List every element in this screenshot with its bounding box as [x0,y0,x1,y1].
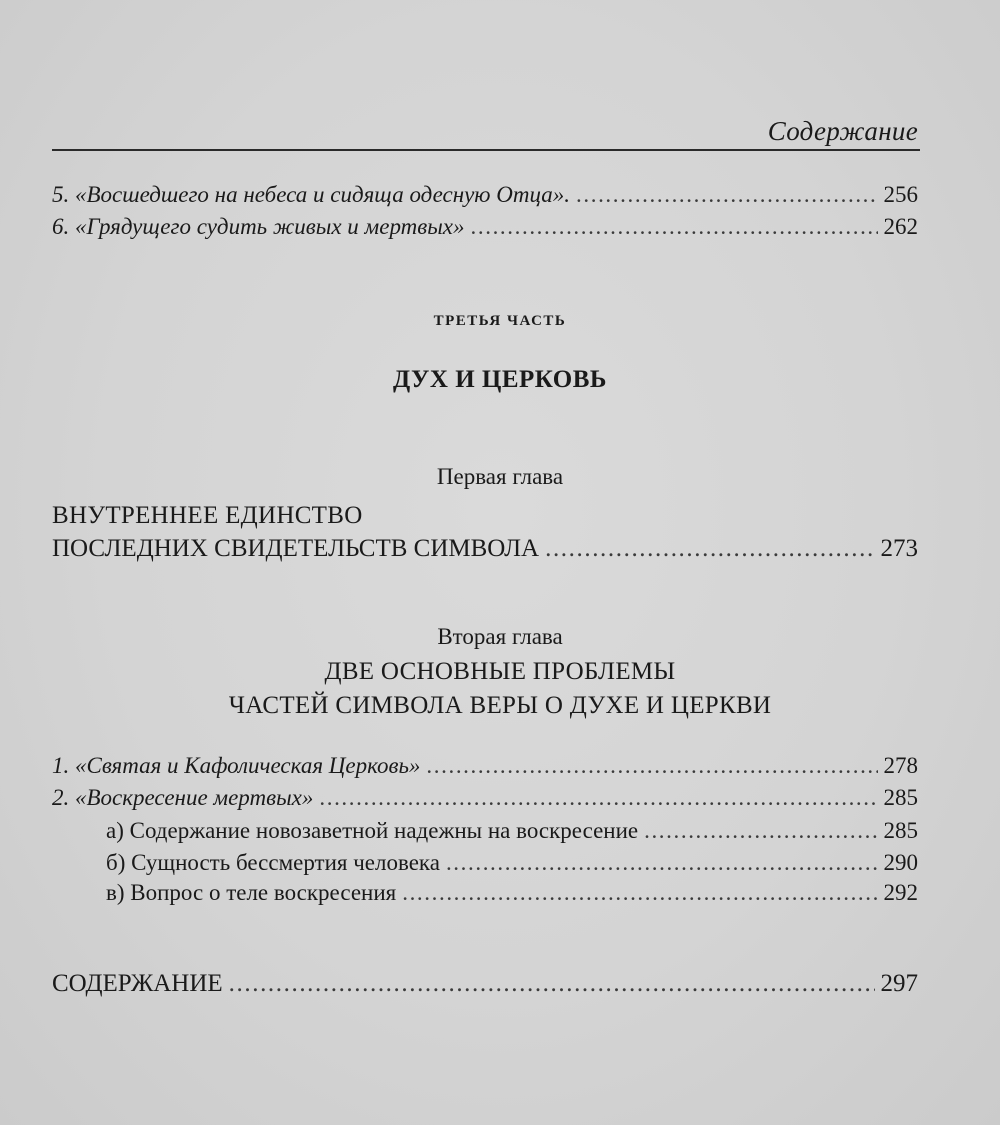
dot-leader [644,816,877,846]
toc-entry-label: ПОСЛЕДНИХ СВИДЕТЕЛЬСТВ СИМВОЛА [52,535,540,562]
toc-entry[interactable] [52,212,918,242]
toc-entry-label: б) Сущность бессмертия человека [106,850,440,875]
toc-page-number: 292 [883,880,918,905]
toc-entry[interactable] [52,533,918,565]
toc-page-number: 297 [880,970,918,997]
toc-page-number: 278 [883,753,918,778]
chapter-title-line: ДВЕ ОСНОВНЫЕ ПРОБЛЕМЫ [324,658,676,685]
part-title: ДУХ И ЦЕРКОВЬ [393,366,607,393]
chapter-title-line: ЧАСТЕЙ СИМВОЛА ВЕРЫ О ДУХЕ И ЦЕРКВИ [228,692,772,719]
toc-entry[interactable] [52,180,918,210]
toc-entry-label: 1. «Святая и Кафолическая Церковь» [52,753,421,778]
toc-page-number: 256 [883,182,918,207]
toc-entry[interactable] [52,751,918,781]
chapter-title-line: ВНУТРЕННЕЕ ЕДИНСТВО [52,502,363,529]
toc-page-number: 285 [883,785,918,810]
toc-entry[interactable] [52,783,918,813]
toc-subentry[interactable] [106,816,918,846]
toc-page-number: 262 [883,214,918,239]
chapter-label: Вторая глава [437,624,563,649]
toc-page-number: 290 [883,850,918,875]
toc-entry-label: а) Содержание новозаветной надежны на воскресение [106,818,639,843]
toc-page-number: 273 [880,535,918,562]
toc-entry-label: 2. «Воскресение мертвых» [52,785,314,810]
toc-subentry[interactable] [106,848,918,878]
dot-leader [319,783,877,813]
dot-leader [446,848,878,878]
toc-entry-label: СОДЕРЖАНИЕ [52,970,223,997]
dot-leader [576,180,877,210]
dot-leader [402,878,877,908]
chapter-label: Первая глава [436,464,564,489]
dot-leader [545,533,874,565]
toc-entry[interactable] [52,968,918,1000]
toc-subentry[interactable] [106,878,918,908]
running-head: Содержание [767,116,918,146]
dot-leader [426,751,877,781]
header-rule [52,149,920,151]
toc-page-number: 285 [883,818,918,843]
toc-entry-label: 5. «Восшедшего на небеса и сидяща одесную Отца». [52,182,571,207]
dot-leader [229,968,875,1000]
part-label: ТРЕТЬЯ ЧАСТЬ [433,313,567,329]
dot-leader [471,212,878,242]
toc-entry-label: в) Вопрос о теле воскресения [106,880,397,905]
toc-entry-label: 6. «Грядущего судить живых и мертвых» [52,214,465,239]
